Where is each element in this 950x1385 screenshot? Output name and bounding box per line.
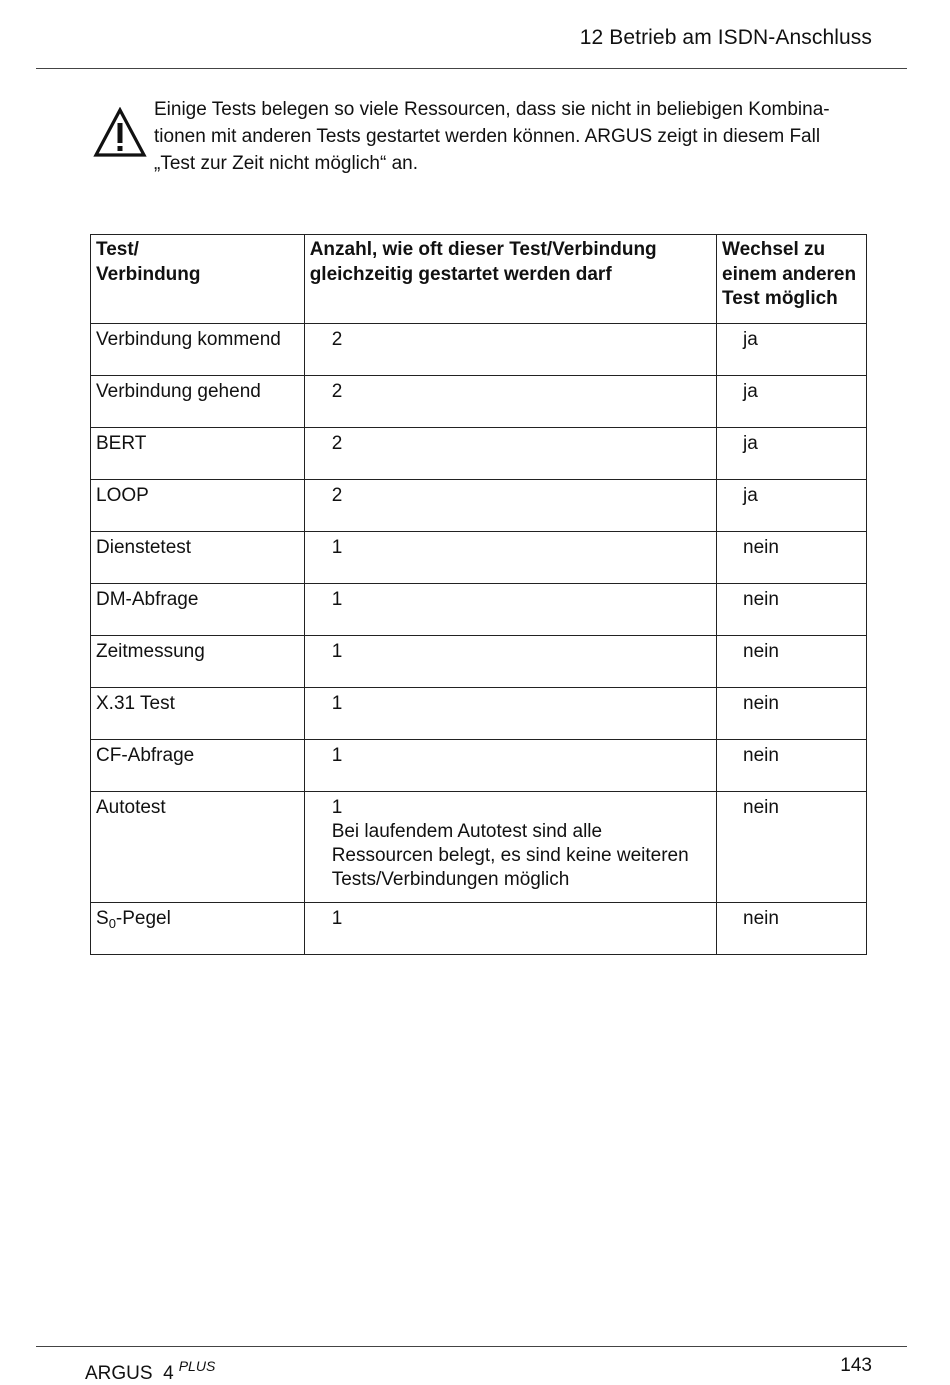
table-row	[91, 791, 867, 902]
column-header-count: Anzahl, wie oft dieser Test/Verbindung gleichzeitig gestartet werden darf	[304, 235, 716, 324]
start-count: 1	[304, 583, 716, 635]
header-rule	[36, 68, 907, 69]
page-number: 143	[840, 1355, 872, 1376]
warning-triangle-icon	[93, 107, 147, 159]
warning-line: tionen mit anderen Tests gestartet werden können. ARGUS zeigt in diesem Fall	[154, 126, 821, 147]
test-resource-table	[90, 234, 867, 955]
test-name: Zeitmessung	[91, 635, 305, 687]
table-row	[91, 902, 867, 954]
switch-possible: ja	[717, 427, 867, 479]
footer-product-name: ARGUS 4 $^{PLUS}$	[85, 1358, 216, 1384]
start-count: 1	[304, 635, 716, 687]
table-row	[91, 323, 867, 375]
chapter-title: 12 Betrieb am ISDN-Anschluss	[579, 26, 872, 49]
switch-possible: nein	[717, 687, 867, 739]
table-row	[91, 375, 867, 427]
column-header-switch: Wechsel zu einem anderen Test möglich	[717, 235, 867, 324]
switch-possible: nein	[717, 739, 867, 791]
warning-text	[154, 96, 874, 177]
warning-line: „Test zur Zeit nicht möglich“ an.	[154, 153, 418, 174]
test-name: Autotest	[91, 791, 305, 902]
test-name-base: S	[96, 907, 109, 929]
note-line: Ressourcen belegt, es sind keine weiteren	[331, 844, 689, 866]
table-row	[91, 427, 867, 479]
table-row	[91, 479, 867, 531]
switch-possible: nein	[717, 635, 867, 687]
test-name: Dienstetest	[91, 531, 305, 583]
test-name-subscript: 0	[108, 915, 116, 931]
start-count: 2	[304, 479, 716, 531]
switch-possible: nein	[717, 902, 867, 954]
switch-possible: ja	[717, 323, 867, 375]
start-count: 1	[304, 902, 716, 954]
switch-possible: nein	[717, 791, 867, 902]
start-count: 2	[304, 375, 716, 427]
test-name-rest: -Pegel	[115, 907, 171, 929]
start-count: 1	[304, 687, 716, 739]
start-count: 2	[304, 323, 716, 375]
note-line: Tests/Verbindungen möglich	[331, 868, 570, 890]
start-count-with-note	[304, 791, 716, 902]
footer-rule	[36, 1346, 907, 1347]
warning-line: Einige Tests belegen so viele Ressourcen, dass sie nicht in beliebigen Kombina-	[154, 99, 830, 120]
test-name: BERT	[91, 427, 305, 479]
switch-possible: ja	[717, 375, 867, 427]
autotest-note	[332, 820, 716, 892]
start-count: 1	[304, 739, 716, 791]
test-name	[91, 902, 305, 954]
note-line: Bei laufendem Autotest sind alle	[331, 820, 603, 842]
table-row	[91, 583, 867, 635]
test-name: Verbindung gehend	[91, 375, 305, 427]
test-name: CF-Abfrage	[91, 739, 305, 791]
table-header-row	[91, 235, 867, 324]
column-header-test: Test/ Verbindung	[91, 235, 305, 324]
switch-possible: nein	[717, 583, 867, 635]
test-name: X.31 Test	[91, 687, 305, 739]
switch-possible: ja	[717, 479, 867, 531]
table-row	[91, 687, 867, 739]
test-name: DM-Abfrage	[91, 583, 305, 635]
table-row	[91, 739, 867, 791]
table-row	[91, 635, 867, 687]
start-count: 1	[304, 531, 716, 583]
test-name: Verbindung kommend	[91, 323, 305, 375]
start-count: 1	[331, 796, 343, 818]
table-row	[91, 531, 867, 583]
product-suffix: PLUS	[178, 1358, 216, 1374]
test-name: LOOP	[91, 479, 305, 531]
switch-possible: nein	[717, 531, 867, 583]
start-count: 2	[304, 427, 716, 479]
